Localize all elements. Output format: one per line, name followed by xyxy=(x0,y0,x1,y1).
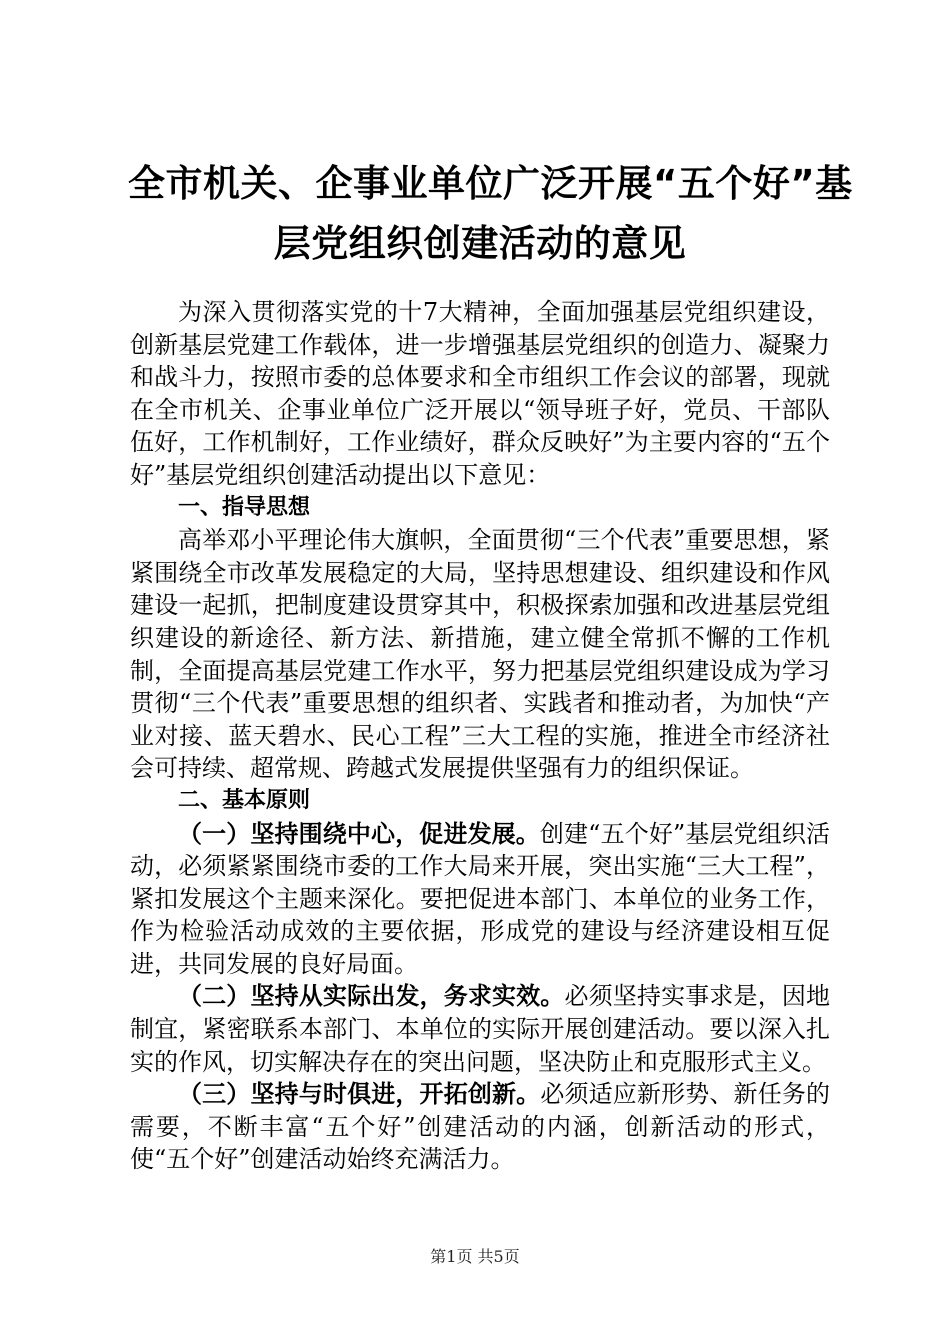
document-body xyxy=(130,296,830,1176)
principle-text-3: 必须适应新形势、新任务的需要，不断丰富“五个好”创建活动的内涵，创新活动的形式，使“五个好”创建活动始终充满活力。 xyxy=(130,1080,831,1174)
guiding-thought-paragraph: 高举邓小平理论伟大旗帜，全面贯彻“三个代表”重要思想，紧紧围绕全市改革发展稳定的大局，坚持思想建设、组织建设和作风建设一起抓，把制度建设贯穿其中，积极探索加强和改进基层党组织建设的新途径、新方法、新措施，建立健全常抓不懈的工作机制，全面提高基层党建工作水平，努力把基层党组织建设成为学习贯彻“三个代表”重要思想的组织者、实践者和推动者，为加快“产业对接、蓝天碧水、民心工程”三大工程的实施，推进全市经济社会可持续、超常规、跨越式发展提供坚强有力的组织保证。 xyxy=(130,526,830,783)
title-line-1: 全市机关、企事业单位广泛开展“五个好”基 xyxy=(128,162,853,205)
principle-text-1: 创建“五个好”基层党组织活动，必须紧紧围绕市委的工作大局来开展，突出实施“三大工程”，紧扣发展这个主题来深化。要把促进本部门、本单位的业务工作，作为检验活动成效的主要依据，形成党的建设与经济建设相互促进，共同发展的良好局面。 xyxy=(130,819,830,978)
intro-paragraph: 为深入贯彻落实党的十7大精神，全面加强基层党组织建设，创新基层党建工作载体，进一步增强基层党组织的创造力、凝聚力和战斗力，按照市委的总体要求和全市组织工作会议的部署，现就在全市机关、企事业单位广泛开展以“领导班子好，党员、干部队伍好，工作机制好，工作业绩好，群众反映好”为主要内容的“五个好”基层党组织创建活动提出以下意见： xyxy=(130,298,830,489)
principle-lead-1: （一）坚持围绕中心，促进发展。 xyxy=(178,819,540,848)
principle-paragraph-1 xyxy=(130,818,830,981)
title-line-2: 层党组织创建活动的意见 xyxy=(273,222,687,265)
principle-paragraph-2 xyxy=(130,980,830,1078)
principle-paragraph-3 xyxy=(130,1078,830,1176)
section-heading-guiding-thought: 一、指导思想 xyxy=(178,494,311,520)
page-footer xyxy=(0,1244,950,1267)
page-number: 第1页 xyxy=(430,1247,473,1266)
principle-lead-2: （二）坚持从实际出发，务求实效。 xyxy=(178,982,565,1011)
document-title xyxy=(110,158,853,270)
principle-lead-3: （三）坚持与时俱进，开拓创新。 xyxy=(178,1080,541,1109)
section-heading-basic-principles: 二、基本原则 xyxy=(178,787,311,813)
principle-text-2: 必须坚持实事求是，因地制宜，紧密联系本部门、本单位的实际开展创建活动。要以深入扎实的作风，切实解决存在的突出问题，坚决防止和克服形式主义。 xyxy=(130,982,831,1076)
page-total: 共5页 xyxy=(477,1247,520,1266)
